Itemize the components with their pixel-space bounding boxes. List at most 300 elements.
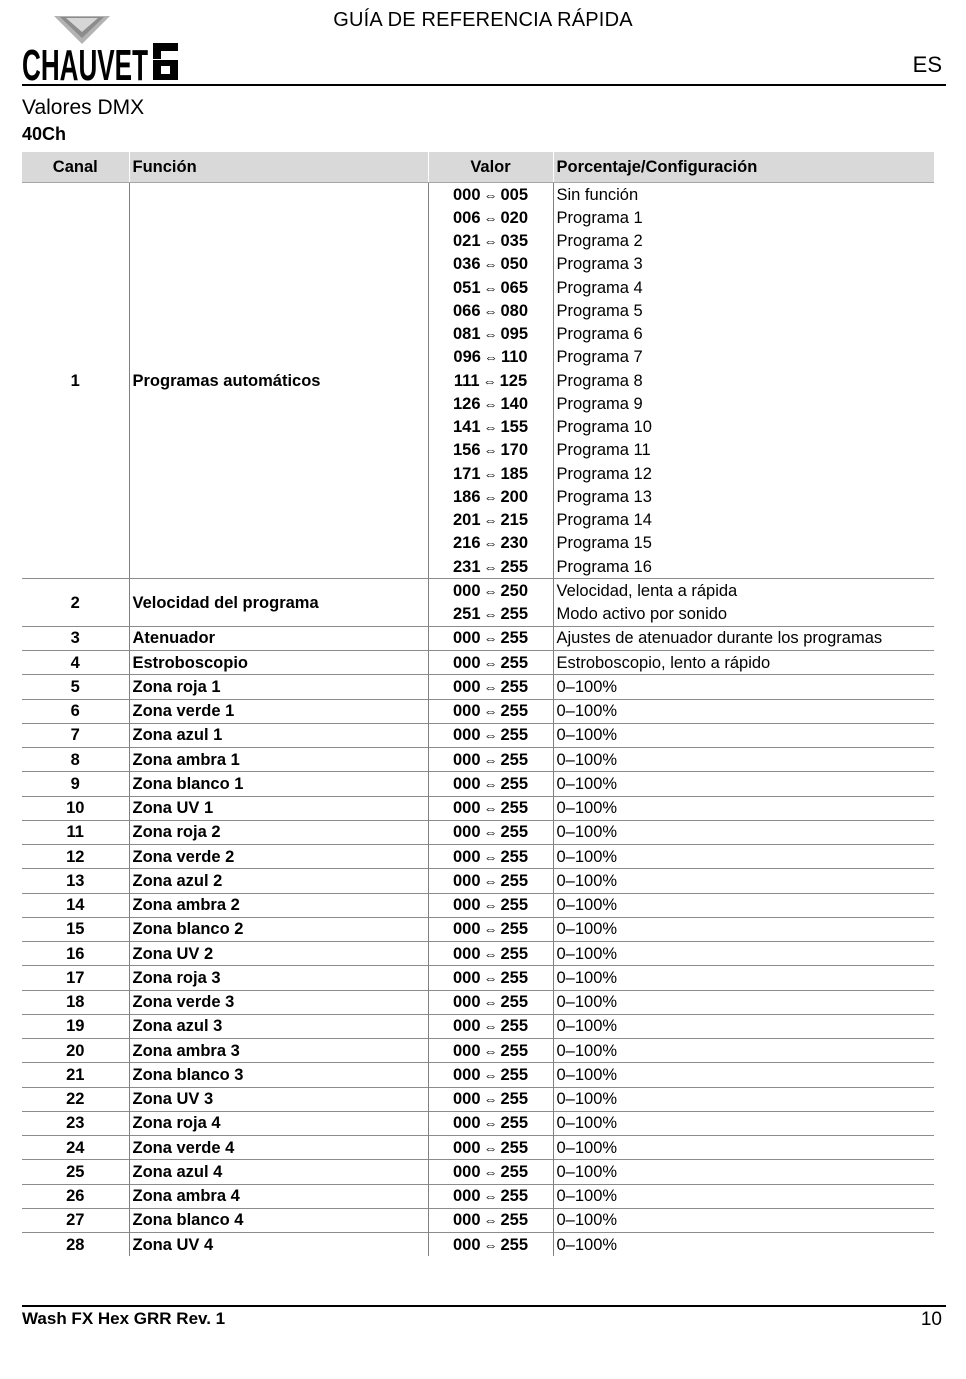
value-from: 036	[452, 255, 481, 274]
value-from: 096	[453, 348, 481, 367]
value-from: 000	[452, 750, 481, 769]
setting-cell: Programa 15	[553, 532, 934, 555]
setting-cell: Programa 5	[553, 299, 934, 322]
value-from: 251	[452, 605, 481, 624]
setting-cell: Sin función	[553, 183, 934, 207]
value-range-cell	[428, 626, 553, 650]
function-cell: Zona ambra 4	[129, 1184, 428, 1208]
value-to: 255	[500, 677, 529, 696]
range-arrow-icon: ⇔	[483, 848, 498, 865]
value-range-cell	[428, 253, 553, 276]
range-arrow-icon: ⇔	[483, 994, 498, 1011]
setting-cell: 0–100%	[553, 796, 934, 820]
range-arrow-icon: ⇔	[483, 465, 498, 482]
function-cell: Zona UV 3	[129, 1087, 428, 1111]
value-to: 255	[500, 871, 529, 890]
value-from: 000	[452, 185, 481, 204]
function-cell: Zona blanco 1	[129, 772, 428, 796]
value-range-cell	[428, 579, 553, 603]
table-row	[22, 869, 934, 893]
function-cell: Zona roja 2	[129, 820, 428, 844]
channel-cell: 17	[22, 966, 129, 990]
value-from: 126	[452, 394, 481, 413]
value-range-cell	[428, 299, 553, 322]
value-to: 255	[500, 1211, 529, 1230]
function-cell: Zona azul 1	[129, 723, 428, 747]
setting-cell: Modo activo por sonido	[553, 603, 934, 627]
channel-cell: 16	[22, 942, 129, 966]
footer-document-name: Wash FX Hex GRR Rev. 1	[22, 1309, 226, 1328]
channel-cell: 4	[22, 651, 129, 675]
value-to: 255	[500, 968, 529, 987]
value-range-cell	[428, 966, 553, 990]
value-range-cell	[428, 1208, 553, 1232]
table-row	[22, 1063, 934, 1087]
value-range-cell	[428, 183, 553, 207]
table-row	[22, 820, 934, 844]
value-from: 051	[452, 278, 481, 297]
value-to: 255	[500, 702, 529, 721]
table-row	[22, 1087, 934, 1111]
function-cell: Zona UV 2	[129, 942, 428, 966]
value-to: 255	[500, 993, 529, 1012]
svg-text:CHAUVET: CHAUVET	[22, 41, 149, 90]
value-range-cell	[428, 651, 553, 675]
function-cell: Zona roja 4	[129, 1111, 428, 1135]
range-arrow-icon: ⇔	[483, 1115, 498, 1132]
function-cell: Programas automáticos	[129, 183, 428, 579]
function-cell: Zona verde 2	[129, 845, 428, 869]
value-to: 255	[500, 726, 529, 745]
value-range-cell	[428, 917, 553, 941]
value-range-cell	[428, 485, 553, 508]
value-from: 171	[452, 464, 481, 483]
value-range-cell	[428, 392, 553, 415]
value-range-cell	[428, 748, 553, 772]
setting-cell: Programa 2	[553, 230, 934, 253]
function-cell: Zona verde 4	[129, 1136, 428, 1160]
page-number: 10	[920, 1309, 942, 1330]
setting-cell: Programa 10	[553, 416, 934, 439]
value-to: 020	[500, 208, 529, 227]
range-arrow-icon: ⇔	[483, 256, 498, 273]
value-to: 080	[500, 301, 529, 320]
table-row	[22, 579, 934, 603]
range-arrow-icon: ⇔	[483, 186, 498, 203]
setting-cell: 0–100%	[553, 942, 934, 966]
column-header-value: Valor	[428, 152, 553, 183]
value-from: 000	[452, 847, 481, 866]
range-arrow-icon: ⇔	[483, 800, 498, 817]
setting-cell: Estroboscopio, lento a rápido	[553, 651, 934, 675]
range-arrow-icon: ⇔	[483, 279, 498, 296]
setting-cell: Programa 8	[553, 369, 934, 392]
range-arrow-icon: ⇔	[483, 727, 498, 744]
footer-divider	[22, 1305, 946, 1307]
range-arrow-icon: ⇔	[483, 775, 498, 792]
function-cell: Zona azul 4	[129, 1160, 428, 1184]
table-body	[22, 183, 934, 1257]
value-from: 000	[452, 581, 481, 600]
function-cell: Zona roja 3	[129, 966, 428, 990]
setting-cell: Programa 1	[553, 206, 934, 229]
channel-cell: 24	[22, 1136, 129, 1160]
range-arrow-icon: ⇔	[483, 897, 498, 914]
value-to: 005	[500, 185, 529, 204]
function-cell: Atenuador	[129, 626, 428, 650]
table-row	[22, 1184, 934, 1208]
value-from: 006	[452, 208, 481, 227]
table-row	[22, 626, 934, 650]
range-arrow-icon: ⇔	[483, 326, 498, 343]
setting-cell: Programa 11	[553, 439, 934, 462]
function-cell: Zona ambra 2	[129, 893, 428, 917]
table-row	[22, 942, 934, 966]
channel-cell: 7	[22, 723, 129, 747]
range-arrow-icon: ⇔	[483, 654, 498, 671]
channel-cell: 5	[22, 675, 129, 699]
function-cell: Zona blanco 4	[129, 1208, 428, 1232]
setting-cell: 0–100%	[553, 990, 934, 1014]
range-arrow-icon: ⇔	[483, 872, 498, 889]
table-row	[22, 893, 934, 917]
value-from: 021	[452, 232, 481, 251]
function-cell: Zona UV 1	[129, 796, 428, 820]
setting-cell: Programa 7	[553, 346, 934, 369]
value-from: 000	[452, 774, 481, 793]
value-from: 000	[452, 799, 481, 818]
value-range-cell	[428, 893, 553, 917]
channel-cell: 10	[22, 796, 129, 820]
value-from: 231	[452, 557, 481, 576]
function-cell: Zona blanco 2	[129, 917, 428, 941]
value-range-cell	[428, 772, 553, 796]
value-range-cell	[428, 1111, 553, 1135]
value-to: 255	[500, 1017, 529, 1036]
value-from: 000	[452, 1090, 481, 1109]
value-to: 255	[500, 1090, 529, 1109]
value-to: 255	[500, 1235, 529, 1254]
channel-cell: 2	[22, 579, 129, 627]
value-to: 255	[500, 847, 529, 866]
value-range-cell	[428, 1087, 553, 1111]
language-code: ES	[912, 52, 942, 77]
value-range-cell	[428, 990, 553, 1014]
range-arrow-icon: ⇔	[483, 582, 498, 599]
value-from: 081	[452, 325, 481, 344]
table-row	[22, 748, 934, 772]
value-from: 000	[452, 653, 481, 672]
column-header-setting: Porcentaje/Configuración	[553, 152, 934, 183]
setting-cell: 0–100%	[553, 1087, 934, 1111]
channel-cell: 9	[22, 772, 129, 796]
setting-cell: 0–100%	[553, 1111, 934, 1135]
function-cell: Zona ambra 3	[129, 1039, 428, 1063]
value-range-cell	[428, 555, 553, 579]
range-arrow-icon: ⇔	[483, 488, 498, 505]
channel-cell: 20	[22, 1039, 129, 1063]
channel-cell: 23	[22, 1111, 129, 1135]
function-cell: Zona azul 3	[129, 1014, 428, 1038]
setting-cell: Programa 16	[553, 555, 934, 579]
value-to: 255	[500, 557, 529, 576]
channel-cell: 12	[22, 845, 129, 869]
range-arrow-icon: ⇔	[483, 678, 498, 695]
value-from: 216	[452, 534, 481, 553]
value-range-cell	[428, 206, 553, 229]
setting-cell: Programa 14	[553, 509, 934, 532]
range-arrow-icon: ⇔	[483, 349, 498, 366]
column-header-function: Función	[129, 152, 428, 183]
range-arrow-icon: ⇔	[483, 1236, 498, 1253]
table-row	[22, 1039, 934, 1063]
table-row	[22, 917, 934, 941]
value-to: 170	[500, 441, 529, 460]
column-header-channel: Canal	[22, 152, 129, 183]
range-arrow-icon: ⇔	[483, 395, 498, 412]
range-arrow-icon: ⇔	[483, 921, 498, 938]
value-to: 255	[500, 750, 529, 769]
value-to: 255	[500, 799, 529, 818]
value-to: 185	[500, 464, 529, 483]
range-arrow-icon: ⇔	[483, 1212, 498, 1229]
table-row	[22, 966, 934, 990]
value-range-cell	[428, 1014, 553, 1038]
channel-cell: 3	[22, 626, 129, 650]
value-to: 255	[500, 774, 529, 793]
table-row	[22, 845, 934, 869]
value-range-cell	[428, 346, 553, 369]
value-range-cell	[428, 675, 553, 699]
table-row	[22, 675, 934, 699]
setting-cell: 0–100%	[553, 748, 934, 772]
value-from: 000	[452, 1017, 481, 1036]
value-to: 050	[500, 255, 529, 274]
value-to: 255	[500, 920, 529, 939]
function-cell: Zona UV 4	[129, 1233, 428, 1257]
value-range-cell	[428, 820, 553, 844]
function-cell: Velocidad del programa	[129, 579, 428, 627]
value-to: 255	[500, 605, 529, 624]
value-from: 000	[452, 629, 481, 648]
value-to: 065	[500, 278, 529, 297]
range-arrow-icon: ⇔	[483, 512, 498, 529]
channel-cell: 21	[22, 1063, 129, 1087]
value-to: 155	[500, 418, 529, 437]
value-range-cell	[428, 603, 553, 627]
function-cell: Zona verde 3	[129, 990, 428, 1014]
table-row	[22, 723, 934, 747]
channel-cell: 26	[22, 1184, 129, 1208]
value-range-cell	[428, 416, 553, 439]
value-to: 095	[500, 325, 529, 344]
channel-cell: 8	[22, 748, 129, 772]
range-arrow-icon: ⇔	[483, 1042, 498, 1059]
setting-cell: 0–100%	[553, 723, 934, 747]
function-cell: Zona blanco 3	[129, 1063, 428, 1087]
value-from: 000	[452, 968, 481, 987]
table-header-row	[22, 152, 934, 183]
value-from: 000	[452, 1187, 481, 1206]
table-row	[22, 1160, 934, 1184]
value-range-cell	[428, 509, 553, 532]
value-range-cell	[428, 462, 553, 485]
setting-cell: 0–100%	[553, 1160, 934, 1184]
function-cell: Estroboscopio	[129, 651, 428, 675]
channel-cell: 28	[22, 1233, 129, 1257]
function-cell: Zona verde 1	[129, 699, 428, 723]
value-to: 255	[500, 1065, 529, 1084]
range-arrow-icon: ⇔	[483, 1188, 498, 1205]
value-from: 000	[452, 871, 481, 890]
value-range-cell	[428, 369, 553, 392]
table-row	[22, 772, 934, 796]
range-arrow-icon: ⇔	[483, 1066, 498, 1083]
function-cell: Zona ambra 1	[129, 748, 428, 772]
value-from: 000	[452, 944, 481, 963]
setting-cell: 0–100%	[553, 675, 934, 699]
value-to: 255	[500, 1138, 529, 1157]
channel-cell: 22	[22, 1087, 129, 1111]
value-from: 066	[452, 301, 481, 320]
value-to: 230	[500, 534, 529, 553]
header-divider	[22, 84, 946, 86]
range-arrow-icon: ⇔	[483, 1139, 498, 1156]
value-to: 255	[500, 629, 529, 648]
value-from: 000	[452, 1114, 481, 1133]
setting-cell: Programa 6	[553, 323, 934, 346]
range-arrow-icon: ⇔	[483, 630, 498, 647]
range-arrow-icon: ⇔	[483, 558, 498, 575]
table-row	[22, 1208, 934, 1232]
value-range-cell	[428, 1136, 553, 1160]
range-arrow-icon: ⇔	[483, 442, 498, 459]
table-row	[22, 990, 934, 1014]
setting-cell: Programa 9	[553, 392, 934, 415]
value-range-cell	[428, 942, 553, 966]
setting-cell: 0–100%	[553, 1208, 934, 1232]
value-from: 000	[452, 1235, 481, 1254]
value-range-cell	[428, 1039, 553, 1063]
setting-cell: 0–100%	[553, 1014, 934, 1038]
value-from: 000	[452, 1162, 481, 1181]
function-cell: Zona roja 1	[129, 675, 428, 699]
value-from: 000	[452, 1065, 481, 1084]
function-cell: Zona azul 2	[129, 869, 428, 893]
value-range-cell	[428, 1160, 553, 1184]
table-row	[22, 699, 934, 723]
setting-cell: Programa 12	[553, 462, 934, 485]
setting-cell: 0–100%	[553, 1039, 934, 1063]
channel-cell: 13	[22, 869, 129, 893]
dmx-values-table	[22, 152, 934, 1256]
range-arrow-icon: ⇔	[483, 535, 498, 552]
range-arrow-icon: ⇔	[483, 419, 498, 436]
value-from: 000	[452, 823, 481, 842]
setting-cell: Programa 4	[553, 276, 934, 299]
document-title: GUÍA DE REFERENCIA RÁPIDA	[333, 9, 633, 31]
value-from: 000	[452, 1211, 481, 1230]
range-arrow-icon: ⇔	[483, 945, 498, 962]
value-range-cell	[428, 1184, 553, 1208]
table-row	[22, 1233, 934, 1257]
setting-cell: 0–100%	[553, 699, 934, 723]
table-row	[22, 796, 934, 820]
value-from: 186	[452, 487, 481, 506]
value-range-cell	[428, 796, 553, 820]
channel-cell: 27	[22, 1208, 129, 1232]
setting-cell: 0–100%	[553, 845, 934, 869]
value-range-cell	[428, 532, 553, 555]
setting-cell: 0–100%	[553, 1184, 934, 1208]
channel-cell: 14	[22, 893, 129, 917]
value-to: 255	[500, 1187, 529, 1206]
value-from: 201	[452, 511, 481, 530]
value-from: 000	[452, 920, 481, 939]
value-to: 250	[500, 581, 529, 600]
value-range-cell	[428, 1063, 553, 1087]
setting-cell: Ajustes de atenuador durante los programas	[553, 626, 934, 650]
setting-cell: 0–100%	[553, 1136, 934, 1160]
value-to: 110	[500, 348, 528, 367]
value-to: 035	[500, 232, 529, 251]
setting-cell: 0–100%	[553, 869, 934, 893]
range-arrow-icon: ⇔	[483, 1091, 498, 1108]
range-arrow-icon: ⇔	[483, 969, 498, 986]
value-to: 125	[499, 371, 528, 390]
value-range-cell	[428, 699, 553, 723]
setting-cell: 0–100%	[553, 917, 934, 941]
value-to: 255	[500, 1114, 529, 1133]
channel-cell: 15	[22, 917, 129, 941]
table-row	[22, 651, 934, 675]
range-arrow-icon: ⇔	[483, 302, 498, 319]
section-title: Valores DMX	[22, 96, 145, 119]
channel-cell: 11	[22, 820, 129, 844]
range-arrow-icon: ⇔	[483, 233, 498, 250]
value-from: 000	[452, 702, 481, 721]
value-range-cell	[428, 230, 553, 253]
setting-cell: Programa 13	[553, 485, 934, 508]
value-to: 255	[500, 823, 529, 842]
value-from: 000	[452, 993, 481, 1012]
value-to: 255	[500, 944, 529, 963]
subsection-title: 40Ch	[22, 124, 67, 144]
value-from: 000	[452, 726, 481, 745]
range-arrow-icon: ⇔	[483, 606, 498, 623]
value-to: 255	[500, 1041, 529, 1060]
value-to: 255	[500, 1162, 529, 1181]
setting-cell: Velocidad, lenta a rápida	[553, 579, 934, 603]
range-arrow-icon: ⇔	[483, 824, 498, 841]
setting-cell: 0–100%	[553, 820, 934, 844]
value-from: 156	[452, 441, 481, 460]
channel-cell: 6	[22, 699, 129, 723]
range-arrow-icon: ⇔	[483, 1163, 498, 1180]
channel-cell: 18	[22, 990, 129, 1014]
table-row	[22, 183, 934, 207]
range-arrow-icon: ⇔	[482, 372, 497, 389]
value-range-cell	[428, 323, 553, 346]
table-row	[22, 1014, 934, 1038]
range-arrow-icon: ⇔	[483, 751, 498, 768]
value-to: 140	[500, 394, 529, 413]
value-range-cell	[428, 723, 553, 747]
value-range-cell	[428, 439, 553, 462]
channel-cell: 25	[22, 1160, 129, 1184]
setting-cell: 0–100%	[553, 1233, 934, 1257]
value-to: 200	[500, 487, 529, 506]
